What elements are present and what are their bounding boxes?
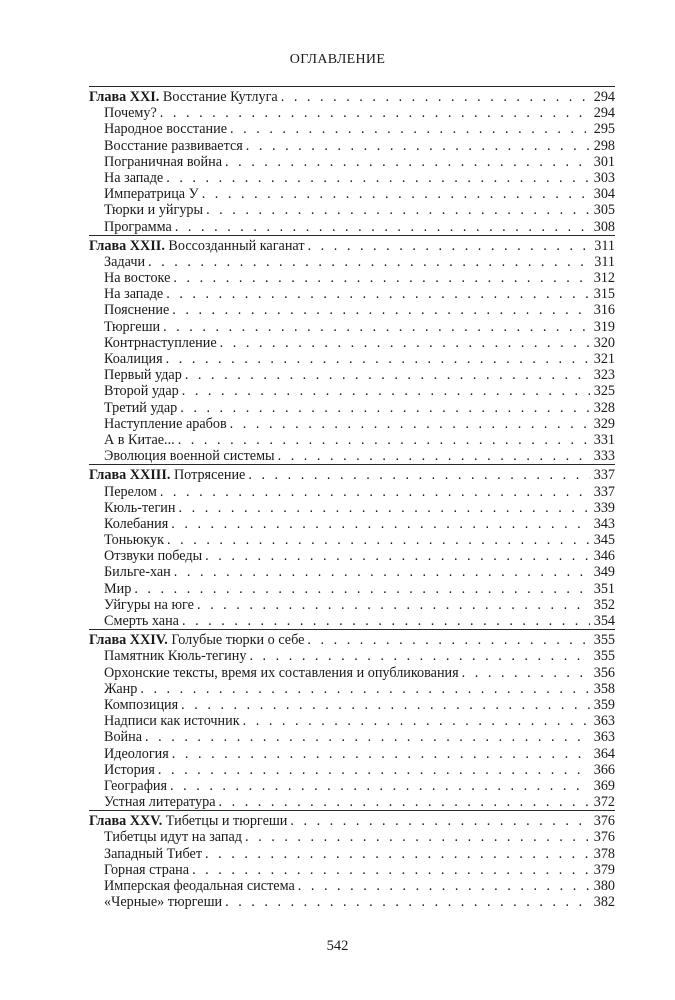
dot-leader bbox=[245, 829, 590, 845]
section-page: 359 bbox=[593, 696, 615, 713]
toc-section-item[interactable] bbox=[89, 548, 615, 564]
section-title: Отзвуки победы bbox=[104, 548, 203, 565]
dot-leader bbox=[230, 121, 590, 137]
toc-section-item[interactable] bbox=[89, 286, 615, 302]
chapter-label bbox=[89, 632, 304, 648]
page-header: ОГЛАВЛЕНИЕ bbox=[289, 52, 386, 67]
section-title: Уйгуры на юге bbox=[104, 596, 194, 613]
section-page: 323 bbox=[593, 367, 615, 384]
dot-leader bbox=[278, 448, 590, 464]
chapter-title: Голубые тюрки о себе bbox=[171, 632, 305, 649]
section-title: Мир bbox=[104, 580, 132, 597]
section-page: 366 bbox=[593, 761, 615, 778]
section-page: 358 bbox=[593, 680, 615, 697]
dot-leader bbox=[166, 351, 590, 367]
toc-section-item[interactable] bbox=[89, 862, 615, 878]
section-page: 352 bbox=[593, 596, 615, 613]
section-page: 354 bbox=[593, 613, 615, 629]
section-title: Смерть хана bbox=[104, 613, 179, 629]
section-page: 369 bbox=[593, 777, 615, 794]
toc-chapter-heading[interactable] bbox=[89, 89, 615, 105]
toc-chapter-heading[interactable] bbox=[89, 238, 615, 254]
dot-leader bbox=[145, 729, 590, 745]
section-page: 333 bbox=[593, 448, 615, 465]
toc-chapter-heading[interactable] bbox=[89, 632, 615, 648]
section-title: Колебания bbox=[104, 515, 169, 532]
section-title: География bbox=[104, 777, 168, 794]
chapter-page: 311 bbox=[594, 237, 615, 254]
section-title: История bbox=[104, 761, 155, 778]
dot-leader bbox=[248, 467, 590, 483]
section-title: А в Китае... bbox=[104, 431, 175, 448]
section-title: Эволюция военной системы bbox=[104, 448, 275, 465]
section-page: 337 bbox=[593, 483, 615, 500]
chapter-label bbox=[89, 89, 278, 105]
section-page: 320 bbox=[593, 334, 615, 351]
toc-chapter bbox=[89, 235, 615, 465]
section-page: 339 bbox=[593, 499, 615, 516]
dot-leader bbox=[175, 219, 590, 235]
dot-leader bbox=[281, 89, 590, 105]
chapter-title: Тибетцы и тюргеши bbox=[165, 813, 288, 830]
dot-leader bbox=[170, 778, 590, 794]
section-title: Бильге-хан bbox=[104, 564, 171, 581]
section-page: 312 bbox=[593, 270, 615, 287]
section-page: 315 bbox=[593, 286, 615, 303]
section-title: Война bbox=[104, 729, 143, 746]
section-title: На западе bbox=[104, 286, 164, 303]
toc-section-item[interactable] bbox=[89, 729, 615, 745]
dot-leader bbox=[140, 681, 590, 697]
chapter-number: Глава XXI. bbox=[89, 89, 160, 105]
section-page: 311 bbox=[594, 253, 615, 270]
dot-leader bbox=[462, 665, 590, 681]
section-page: 351 bbox=[593, 580, 615, 597]
toc-section-item[interactable] bbox=[89, 846, 615, 862]
toc-section-item[interactable] bbox=[89, 351, 615, 367]
dot-leader bbox=[219, 794, 591, 810]
toc-section-item[interactable] bbox=[89, 138, 615, 154]
toc-section-item[interactable] bbox=[89, 697, 615, 713]
section-title: Тоньюкук bbox=[104, 532, 165, 549]
toc-section-item[interactable] bbox=[89, 778, 615, 794]
section-title: Тюрки и уйгуры bbox=[104, 202, 204, 219]
toc-section-item[interactable] bbox=[89, 746, 615, 762]
section-page: 372 bbox=[593, 794, 615, 811]
toc-section-item[interactable] bbox=[89, 432, 615, 448]
chapter-page: 376 bbox=[593, 813, 615, 830]
section-title: Тибетцы идут на запад bbox=[104, 829, 243, 846]
dot-leader bbox=[160, 484, 590, 500]
toc-section-item[interactable] bbox=[89, 383, 615, 399]
dot-leader bbox=[172, 302, 590, 318]
dot-leader bbox=[246, 138, 590, 154]
section-title: Коалиция bbox=[104, 351, 163, 367]
chapter-number: Глава XXII. bbox=[89, 237, 165, 254]
toc-section-item[interactable] bbox=[89, 665, 615, 681]
section-page: 349 bbox=[593, 564, 615, 581]
section-title: Второй удар bbox=[104, 383, 179, 400]
toc-section-item[interactable] bbox=[89, 254, 615, 270]
toc-section-item[interactable] bbox=[89, 829, 615, 845]
dot-leader bbox=[160, 105, 590, 121]
dot-leader bbox=[163, 319, 590, 335]
section-page: 329 bbox=[593, 415, 615, 432]
toc-section-item[interactable] bbox=[89, 170, 615, 186]
dot-leader bbox=[192, 862, 590, 878]
dot-leader bbox=[166, 286, 590, 302]
toc-section-item[interactable] bbox=[89, 894, 615, 910]
toc-section-item[interactable] bbox=[89, 219, 615, 235]
toc-section-item[interactable] bbox=[89, 319, 615, 335]
dot-leader bbox=[220, 335, 590, 351]
table-of-contents bbox=[89, 86, 615, 910]
section-title: Надписи как источник bbox=[104, 713, 240, 730]
dot-leader bbox=[172, 746, 590, 762]
dot-leader bbox=[174, 564, 590, 580]
dot-leader bbox=[167, 532, 590, 548]
toc-section-item[interactable] bbox=[89, 154, 615, 170]
dot-leader bbox=[225, 894, 590, 910]
dot-leader bbox=[134, 581, 590, 597]
section-page: 301 bbox=[593, 153, 615, 170]
toc-section-item[interactable] bbox=[89, 105, 615, 121]
dot-leader bbox=[173, 270, 590, 286]
section-title: Пояснение bbox=[104, 302, 170, 319]
section-title: Идеология bbox=[104, 745, 169, 762]
toc-chapter-heading[interactable] bbox=[89, 813, 615, 829]
toc-chapter-heading[interactable] bbox=[89, 467, 615, 483]
section-page: 364 bbox=[593, 745, 615, 762]
section-page: 328 bbox=[593, 399, 615, 416]
section-title: Орхонские тексты, время их составления и опубликования bbox=[104, 664, 459, 681]
chapter-page: 294 bbox=[593, 89, 615, 105]
section-page: 356 bbox=[593, 664, 615, 681]
section-page: 363 bbox=[593, 713, 615, 730]
toc-section-item[interactable] bbox=[89, 400, 615, 416]
toc-section-item[interactable] bbox=[89, 270, 615, 286]
toc-section-item[interactable] bbox=[89, 335, 615, 351]
toc-section-item[interactable] bbox=[89, 416, 615, 432]
section-title: Наступление арабов bbox=[104, 415, 227, 432]
dot-leader bbox=[205, 846, 590, 862]
toc-section-item[interactable] bbox=[89, 878, 615, 894]
section-title: На западе bbox=[104, 169, 164, 186]
section-title: Композиция bbox=[104, 696, 179, 713]
dot-leader bbox=[181, 697, 590, 713]
section-page: 294 bbox=[593, 105, 615, 122]
section-page: 321 bbox=[593, 351, 615, 367]
dot-leader bbox=[205, 548, 590, 564]
toc-section-item[interactable] bbox=[89, 202, 615, 218]
toc-section-item[interactable] bbox=[89, 681, 615, 697]
toc-section-item[interactable] bbox=[89, 302, 615, 318]
section-title: Тюргеши bbox=[104, 318, 161, 335]
section-page: 325 bbox=[593, 383, 615, 400]
dot-leader bbox=[166, 170, 590, 186]
dot-leader bbox=[178, 432, 590, 448]
toc-section-item[interactable] bbox=[89, 762, 615, 778]
dot-leader bbox=[179, 500, 591, 516]
section-page: 345 bbox=[593, 532, 615, 549]
section-page: 379 bbox=[593, 861, 615, 878]
dot-leader bbox=[230, 416, 590, 432]
dot-leader bbox=[148, 254, 590, 270]
section-title: Почему? bbox=[104, 105, 157, 122]
dot-leader bbox=[298, 878, 590, 894]
toc-section-item[interactable] bbox=[89, 500, 615, 516]
toc-chapter bbox=[89, 464, 615, 629]
section-title: Задачи bbox=[104, 253, 146, 270]
dot-leader bbox=[202, 186, 590, 202]
section-title: Памятник Кюль-тегину bbox=[104, 648, 247, 665]
page-number: 542 bbox=[326, 938, 349, 954]
toc-section-item[interactable] bbox=[89, 564, 615, 580]
dot-leader bbox=[158, 762, 590, 778]
section-page: 303 bbox=[593, 169, 615, 186]
toc-section-item[interactable] bbox=[89, 186, 615, 202]
section-page: 308 bbox=[593, 218, 615, 235]
section-title: Жанр bbox=[104, 680, 138, 697]
toc-section-item[interactable] bbox=[89, 713, 615, 729]
dot-leader bbox=[182, 383, 590, 399]
section-page: 355 bbox=[593, 648, 615, 665]
toc-section-item[interactable] bbox=[89, 121, 615, 137]
section-title: Восстание развивается bbox=[104, 137, 243, 154]
chapter-number: Глава XXIV. bbox=[89, 632, 168, 649]
section-page: 295 bbox=[593, 121, 615, 138]
chapter-page: 355 bbox=[593, 632, 615, 649]
section-page: 346 bbox=[593, 548, 615, 565]
section-title: Программа bbox=[104, 218, 172, 235]
section-page: 376 bbox=[593, 829, 615, 846]
section-title: На востоке bbox=[104, 270, 171, 287]
toc-chapter bbox=[89, 86, 615, 235]
section-title: Третий удар bbox=[104, 399, 178, 416]
chapter-label bbox=[89, 238, 305, 254]
chapter-number: Глава XXV. bbox=[89, 813, 163, 830]
section-title: Имперская феодальная система bbox=[104, 878, 295, 894]
dot-leader bbox=[290, 813, 590, 829]
toc-section-item[interactable] bbox=[89, 448, 615, 464]
dot-leader bbox=[243, 713, 590, 729]
section-page: 378 bbox=[593, 845, 615, 862]
section-title: Кюль-тегин bbox=[104, 499, 176, 516]
section-title: Народное восстание bbox=[104, 121, 228, 138]
chapter-page: 337 bbox=[593, 467, 615, 484]
dot-leader bbox=[225, 154, 590, 170]
dot-leader bbox=[180, 400, 590, 416]
section-title: Устная литература bbox=[104, 794, 216, 811]
section-page: 343 bbox=[593, 515, 615, 532]
chapter-title: Воссозданный каганат bbox=[168, 237, 305, 254]
section-page: 382 bbox=[593, 894, 615, 911]
chapter-number: Глава XXIII. bbox=[89, 467, 171, 484]
toc-chapter bbox=[89, 629, 615, 810]
toc-section-item[interactable] bbox=[89, 794, 615, 810]
dot-leader bbox=[182, 613, 590, 629]
dot-leader bbox=[185, 367, 590, 383]
dot-leader bbox=[171, 516, 590, 532]
toc-section-item[interactable] bbox=[89, 581, 615, 597]
toc-section-item[interactable] bbox=[89, 367, 615, 383]
section-title: «Черные» тюргеши bbox=[104, 894, 223, 911]
section-title: Контрнаступление bbox=[104, 334, 217, 351]
toc-section-item[interactable] bbox=[89, 532, 615, 548]
section-title: Горная страна bbox=[104, 861, 190, 878]
section-page: 331 bbox=[593, 431, 615, 448]
section-page: 319 bbox=[593, 318, 615, 335]
section-page: 305 bbox=[593, 202, 615, 219]
dot-leader bbox=[308, 238, 590, 254]
chapter-label bbox=[89, 467, 245, 483]
section-page: 298 bbox=[593, 137, 615, 154]
section-page: 363 bbox=[593, 729, 615, 746]
toc-section-item[interactable] bbox=[89, 648, 615, 664]
section-title: Пограничная война bbox=[104, 153, 223, 170]
dot-leader bbox=[249, 648, 590, 664]
section-page: 380 bbox=[593, 878, 615, 894]
toc-section-item[interactable] bbox=[89, 597, 615, 613]
toc-section-item[interactable] bbox=[89, 484, 615, 500]
dot-leader bbox=[206, 202, 590, 218]
chapter-title: Потрясение bbox=[173, 467, 246, 484]
section-title: Императрица У bbox=[104, 186, 199, 203]
toc-section-item[interactable] bbox=[89, 516, 615, 532]
section-title: Первый удар bbox=[104, 367, 182, 384]
section-page: 304 bbox=[593, 186, 615, 203]
toc-chapter bbox=[89, 810, 615, 910]
section-page: 316 bbox=[593, 302, 615, 319]
dot-leader bbox=[197, 597, 590, 613]
toc-section-item[interactable] bbox=[89, 613, 615, 629]
section-title: Перелом bbox=[104, 483, 157, 500]
dot-leader bbox=[307, 632, 590, 648]
section-title: Западный Тибет bbox=[104, 845, 203, 862]
chapter-title: Восстание Кутлуга bbox=[162, 89, 278, 105]
chapter-label bbox=[89, 813, 287, 829]
